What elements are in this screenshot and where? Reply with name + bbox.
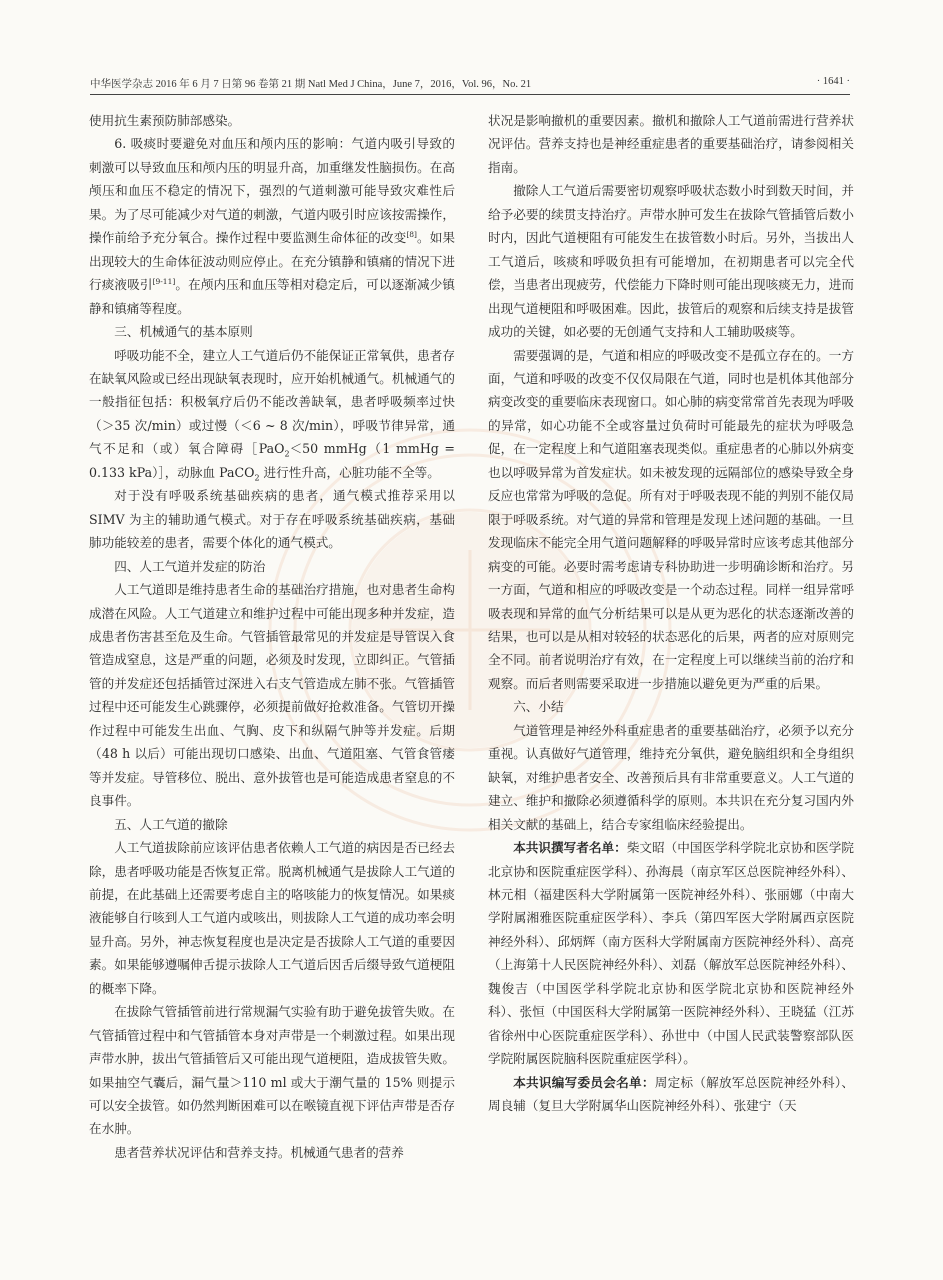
right-column [488,109,854,1117]
paragraph: 使用抗生素预防肺部感染。 [89,113,241,128]
paragraph: 撤除人工气道后需要密切观察呼吸状态数小时到数天时间，并给予必要的续贯支持治疗。声带水肿可发生在拔除气管插管后数小时内，因此气道梗阻有可能发生在拔管数小时后。另外，当拔出人工气道后，咳痰和呼吸负担有可能增加，在初期患者可以完全代偿，当患者出现疲劳，代偿能力下降时则可能出现咳痰无力，进而出现气道梗阻和呼吸困难。因此，拔管后的观察和后续支持是拔管成功的关键，如必要的无创通气支持和人工辅助吸痰等。 [488,183,854,340]
paragraph: 呼吸功能不全，建立人工气道后仍不能保证正常氧供，患者存在缺氧风险或已经出现缺氧表现时，应开始机械通气。机械通气的一般指征包括：积极氧疗后仍不能改善缺氧，患者呼吸频率过快（＞35 次/min）或过慢（＜6 ~ 8 次/min），呼吸节律异常，通气不足和（或）氧合障碍［PaO$_2$＜50 mmHg（1 mmHg = 0.133 kPa）］，动脉血 PaCO$_2$ 进行性升高，心脏功能不全等。 [89,347,455,483]
committee-list: 周定标（解放军总医院神经外科）、周良辅（复旦大学附属华山医院神经外科）、张建宁（天 [488,1074,854,1114]
page-number: · 1641 · [816,76,850,87]
subscript: 2 [254,473,260,483]
committee-paragraph [488,1071,854,1118]
authors-paragraph [488,836,854,1071]
paragraph: 在拔除气管插管前进行常规漏气实验有助于避免拔管失败。在气管插管过程中和气管插管本身对声带是一个刺激过程。如果出现声带水肿，拔出气管插管后又可能出现气道梗阻，造成拔管失败。如果抽空气囊后，漏气量＞110 ml 或大于潮气量的 15% 则提示可以安全拔管。如仍然判断困难可以在喉镜直视下评估声带是否存在水肿。 [89,1004,455,1137]
paragraph: 人工气道拔除前应该评估患者依赖人工气道的病因是否已经去除，患者呼吸功能是否恢复正常。脱离机械通气是拔除人工气道的前提，在此基础上还需要考虑自主的咯咳能力的恢复情况。如果痰液能够自行咳到人工气道内或咳出，则拔除人工气道的成功率会明显升高。另外，神志恢复程度也是决定是否拔除人工气道的重要因素。如果能够遵嘱伸舌提示拔除人工气道后因舌后缀导致气道梗阻的概率下降。 [89,840,455,996]
paragraph: 状况是影响撤机的重要因素。撤机和撤除人工气道前需进行营养状况评估。营养支持也是神经重症患者的重要基础治疗，请参阅相关指南。 [488,113,854,175]
running-header [90,76,850,95]
section-heading: 三、机械通气的基本原则 [114,324,253,340]
paragraph: 患者营养状况评估和营养支持。机械通气患者的营养 [114,1144,404,1160]
paragraph: 气道管理是神经外科重症患者的重要基础治疗，必须予以充分重视。认真做好气道管理，维持充分氧供，避免脑组织和全身组织缺氧，对维护患者安全、改善预后具有非常重要意义。人工气道的建立、维护和撤除必须遵循科学的原则。本共识在充分复习国内外相关文献的基础上，结合专家组临床经验提出。 [488,722,854,832]
authors-list: 柴文昭（中国医学科学院北京协和医学院北京协和医院重症医学科）、孙海晨（南京军区总医院神经外科）、林元相（福建医科大学附属第一医院神经外科）、张丽娜（中南大学附属湘雅医院重症医学科）、李兵（第四军医大学附属西京医院神经外科）、邱炳辉（南方医科大学附属南方医院神经外科）、高亮（上海第十人民医院神经外科）、刘磊（解放军总医院神经外科）、魏俊吉（中国医学科学院北京协和医学院北京协和医院神经外科）、张恒（中国医科大学附属第一医院神经外科）、王晓猛（江苏省徐州中心医院重症医学科）、孙世中（中国人民武装警察部队医学院附属医院脑科医院重症医学科）。 [488,840,854,1067]
citation: [9-11] [152,276,176,286]
authors-label: 本共识撰写者名单： [513,840,627,856]
citation: [8] [406,230,417,240]
paragraph: 对于没有呼吸系统基础疾病的患者，通气模式推荐采用以 SIMV 为主的辅助通气模式。对于存在呼吸系统基础疾病，基础肺功能较差的患者，需要个体化的通气模式。 [89,488,455,551]
journal-info: 中华医学杂志 2016 年 6 月 7 日第 96 卷第 21 期 Natl Med J China，June 7，2016，Vol. 96，No. 21 [90,79,532,90]
section-heading: 五、人工气道的撤除 [114,816,228,832]
paragraph: 6. 吸痰时要避免对血压和颅内压的影响：气道内吸引导致的刺激可以导致血压和颅内压的明显升高，加重继发性脑损伤。在高颅压和血压不稳定的情况下，强烈的气道刺激可能导致灾难性后果。为了尽可能减少对气道的刺激，气道内吸引时应该按需操作，操作前给予充分氧合。操作过程中要监测生命体征的改变[8]。如果出现较大的生命体征波动则应停止。在充分镇静和镇痛的情况下进行痰液吸引[9-11]。在颅内压和血压等相对稳定后，可以逐渐减少镇静和镇痛等程度。 [89,136,455,316]
paragraph: 需要强调的是，气道和相应的呼吸改变不是孤立存在的。一方面，气道和呼吸的改变不仅仅局限在气道，同时也是机体其他部分病变改变的重要临床表现窗口。如心肺的病变常常首先表现为呼吸的异常，如心功能不全或容量过负荷时可能最先的症状为呼吸急促，在一定程度上和气道阻塞表现类似。重症患者的心肺以外病变也以呼吸异常为首发症状。如未被发现的远隔部位的感染导致全身反应也常常为呼吸的急促。所有对于呼吸表现不能的判别不能仅局限于呼吸系统。对气道的异常和管理是发现上述问题的基础。一旦发现临床不能完全用气道问题解释的呼吸异常时应该考虑其他部分病变的可能。必要时需考虑请专科协助进一步明确诊断和治疗。另一方面，气道和相应的呼吸改变是一个动态过程。同样一组异常呼吸表现和异常的血气分析结果可以是从更为恶化的状态逐渐改善的结果，也可以是从相对较轻的状态恶化的后果，两者的应对原则完全不同。前者说明治疗有效，在一定程度上可以继续当前的治疗和观察。而后者则需要采取进一步措施以避免更为严重的后果。 [488,347,854,691]
left-column [89,109,455,1164]
paragraph: 人工气道即是维持患者生命的基础治疗措施，也对患者生命构成潜在风险。人工气道建立和维护过程中可能出现多种并发症，造成患者伤害甚至危及生命。气管插管最常见的并发症是导管误入食管造成窒息，这是严重的问题，必须及时发现，立即纠正。气管插管的并发症还包括插管过深进入右支气管造成左肺不张。气管插管过程中还可能发生心跳骤停，必须提前做好抢救准备。气管切开操作过程中可能发生出血、气胸、皮下和纵隔气肿等并发症。后期（48 h 以后）可能出现切口感染、出血、气道阻塞、气管食管瘘等并发症。导管移位、脱出、意外拔管也是可能造成患者窒息的不良事件。 [89,582,455,809]
subscript: 2 [284,449,290,459]
section-heading: 六、小结 [513,699,564,715]
section-heading: 四、人工气道并发症的防治 [114,558,266,574]
committee-label: 本共识编写委员会名单： [513,1074,655,1090]
